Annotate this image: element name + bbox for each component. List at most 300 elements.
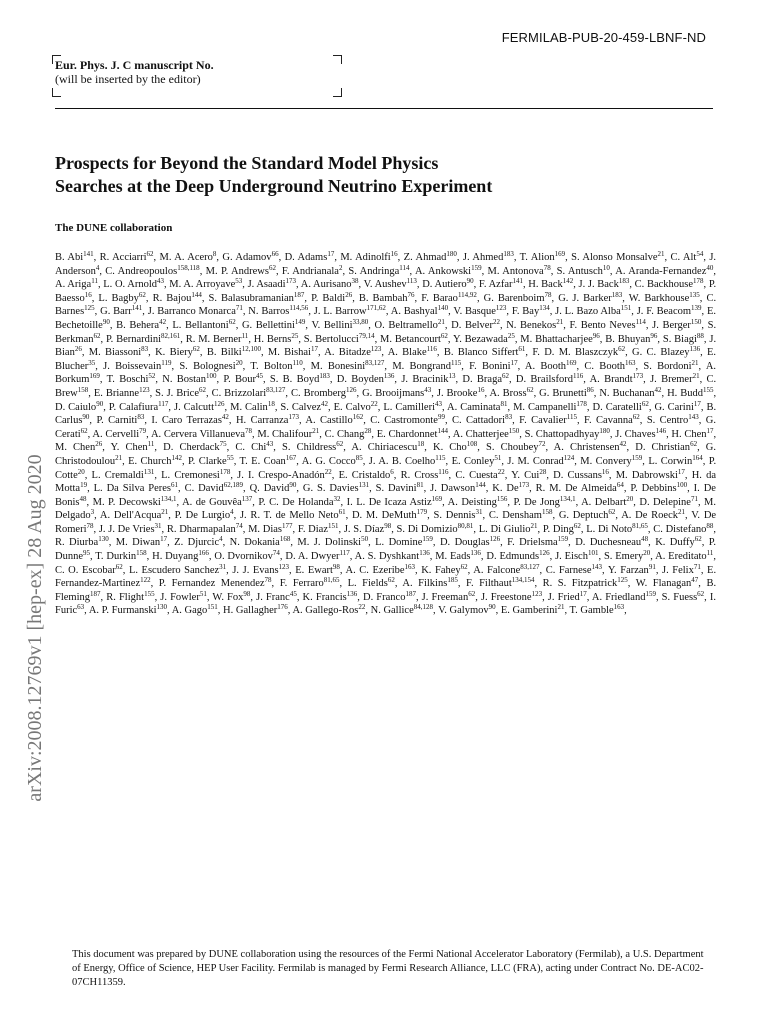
author-entry: Y. Farzan$^{91}$, [607, 562, 659, 576]
author-entry: V. Bellini$^{33,80}$, [311, 317, 371, 331]
author-affiliation: 62 [115, 562, 123, 571]
author-affiliation: 43 [435, 399, 442, 408]
author-affiliation: 187 [90, 589, 101, 598]
author-name: J. L. Bazo Alba [555, 306, 621, 318]
author-name: M. Diwan [115, 537, 161, 549]
author-name: Y. Farzan [607, 564, 649, 576]
author-entry: F. Andrianala$^2$, [281, 263, 346, 277]
author-name: G. Bellettini [241, 319, 295, 331]
author-name: A. Filkins [402, 578, 448, 590]
author-name: A. Gago [171, 605, 208, 617]
author-affiliation: 187 [405, 589, 416, 598]
author-affiliation: 33,80 [352, 317, 369, 326]
author-name: C. Cattadori [451, 415, 506, 427]
author-entry: C. Backhouse$^{178}$, [634, 277, 707, 291]
author-name: E. Calvo [333, 401, 371, 413]
author-name: P. Fernandez Menendez [158, 578, 265, 590]
author-affiliation: 4 [95, 263, 100, 272]
author-affiliation: 78 [264, 576, 272, 585]
author-affiliation: 54 [696, 250, 704, 258]
author-name: F. Ferraro [279, 578, 324, 590]
author-affiliation: 3 [90, 508, 95, 517]
author-entry: S. Balasubramanian$^{187}$, [208, 290, 308, 304]
author-entry: N. Benekos$^{21}$, [506, 317, 566, 331]
author-entry: G. C. Blazey$^{136}$, [632, 345, 703, 359]
author-entry: S. Choubey$^{72}$, [486, 440, 549, 454]
author-name: L. Domine [375, 537, 423, 549]
author-name: A. G. Cocco [301, 455, 356, 467]
author-affiliation: 10 [602, 263, 610, 272]
author-affiliation: 42 [159, 317, 167, 326]
author-entry: M. Dabrowski$^{17}$, [615, 467, 688, 481]
author-entry: H. Back$^{142}$, [528, 277, 576, 291]
author-entry: V. De Romeri$^{78}$, [55, 510, 717, 535]
author-name: O. Beltramello [374, 319, 438, 331]
author-affiliation: 134,1 [160, 494, 177, 503]
author-entry: S. Andringa$^{114}$, [348, 263, 413, 277]
author-entry: M. Diwan$^{17}$, [115, 535, 170, 549]
author-name: H. Budd [667, 387, 703, 399]
author-affiliation: 43 [156, 277, 164, 286]
author-name: B. Bilki [206, 347, 242, 359]
author-affiliation: 20 [77, 467, 85, 476]
author-entry: C. O. Escobar$^{62}$, [55, 562, 126, 576]
author-name: N. Dokania [229, 537, 280, 549]
author-name: D. Christian [635, 442, 691, 454]
author-name: D. Autiero [422, 279, 467, 291]
author-entry: G. Barenboim$^{78}$, [483, 290, 555, 304]
author-name: S. Alonso Monsalve [571, 252, 658, 263]
author-name: M. Dabrowski [615, 469, 678, 481]
author-entry: H. Budd$^{155}$, [667, 385, 717, 399]
author-affiliation: 17 [310, 345, 318, 354]
author-affiliation: 17 [579, 589, 587, 598]
author-name: J. F. Beacom [636, 306, 692, 318]
author-affiliation: 16 [390, 250, 398, 258]
author-entry: A. C. Ezeribe$^{163}$, [345, 562, 418, 576]
author-affiliation: 159 [557, 535, 569, 544]
author-affiliation: 6 [390, 467, 394, 476]
author-name: M. Dias [248, 523, 282, 535]
author-name: R. Cross [400, 469, 439, 481]
author-entry: P. Calafiura$^{117}$, [108, 399, 172, 413]
author-name: J. Freestone [480, 591, 532, 603]
footnote: This document was prepared by DUNE collaboration using the resources of the Fermi National Accelerator Laboratory (Fermilab), a U.S. Department of Energy, Office of Science, HEP User Facility. Fermilab is managed by Fermi Research Alliance, LLC (FRA), acting under Contract No. DE-AC02-07CH11359. [72, 949, 704, 988]
author-entry: L. Bagby$^{62}$, [98, 290, 149, 304]
author-name: G. Barr [100, 306, 132, 318]
author-entry: M. Betancourt$^{62}$, [380, 331, 451, 345]
author-name: T. Gamble [569, 605, 614, 617]
author-name: W. Flanagan [635, 578, 692, 590]
author-name: L. Da Silva Peres [93, 483, 172, 495]
author-name: M. A. Acero [159, 252, 213, 263]
author-affiliation: 84,128 [413, 603, 434, 612]
author-affiliation: 141 [131, 304, 143, 313]
author-affiliation: 113 [406, 277, 417, 286]
author-entry: A. Caminata$^{81}$, [447, 399, 511, 413]
author-entry: A. Deisting$^{156}$, [447, 494, 511, 508]
author-affiliation: 12,100 [241, 345, 261, 354]
author-entry: M. Chen$^{26}$, [55, 440, 105, 454]
author-affiliation: 177 [282, 521, 293, 530]
author-affiliation: 116 [438, 467, 449, 476]
author-entry: E. Conley$^{51}$, [451, 453, 504, 467]
author-entry: W. Flanagan$^{47}$, [635, 576, 701, 590]
author-affiliation: 62 [618, 345, 626, 354]
author-affiliation: 62 [690, 440, 698, 449]
author-affiliation: 131 [358, 481, 370, 490]
author-name: Y. Chen [110, 442, 148, 454]
author-name: H. Duyang [152, 551, 199, 563]
author-affiliation: 114 [635, 317, 646, 326]
author-affiliation: 134 [539, 304, 550, 313]
author-affiliation: 141 [83, 250, 94, 258]
author-affiliation: 123 [370, 345, 382, 354]
author-name: S. Di Domizio [396, 523, 458, 535]
author-entry: J. Boissevain$^{119}$, [103, 358, 175, 372]
author-name: B. Blanco Siffert [443, 347, 519, 359]
author-entry: A. Bross$^{62}$, [489, 385, 537, 399]
author-name: S. Balasubramanian [208, 292, 294, 304]
author-name: H. Berns [253, 333, 292, 345]
author-affiliation: 126 [346, 385, 357, 394]
author-affiliation: 78 [543, 263, 551, 272]
author-entry: J. Calcutt$^{126}$, [174, 399, 228, 413]
author-affiliation: 98 [332, 562, 340, 571]
author-name: S. Berkman [55, 319, 717, 345]
author-entry: C. Farnese$^{143}$, [545, 562, 605, 576]
author-entry: H. Berns$^{25}$, [253, 331, 301, 345]
author-entry: F. Cavalier$^{115}$, [519, 413, 580, 427]
manuscript-box [55, 58, 339, 94]
author-name: F. Bonini [469, 360, 511, 372]
author-affiliation: 17 [327, 250, 335, 258]
author-entry: A. Ereditato$^{11}$, [655, 549, 717, 563]
author-entry: S. Chattopadhyay$^{180}$, [524, 426, 613, 440]
author-affiliation: 168 [279, 535, 291, 544]
author-entry: B. Bilki$^{12,100}$, [206, 345, 264, 359]
author-entry: B. Bambah$^{76}$, [358, 290, 418, 304]
author-name: A. P. Furmanski [88, 605, 157, 617]
author-affiliation: 96 [592, 331, 600, 340]
author-name: M. Campanelli [513, 401, 577, 413]
author-affiliation: 149 [294, 317, 306, 326]
author-entry: E. Fernandez-Martinez$^{122}$, [55, 564, 717, 590]
author-name: N. Bostan [162, 374, 206, 386]
author-name: M. A. Arroyave [169, 279, 236, 291]
author-name: D. Caratelli [592, 401, 642, 413]
author-affiliation: 4 [219, 535, 223, 544]
author-affiliation: 119 [161, 358, 172, 367]
author-affiliation: 18 [267, 399, 275, 408]
author-affiliation: 25 [507, 331, 515, 340]
author-affiliation: 183 [611, 290, 623, 299]
author-name: C. David [184, 483, 224, 495]
author-affiliation: 26 [74, 345, 82, 354]
author-affiliation: 169 [554, 250, 566, 258]
author-name: C. Brizzolari [211, 387, 267, 399]
author-entry: J. Brooke$^{16}$, [436, 385, 488, 399]
author-affiliation: 62 [387, 576, 395, 585]
author-name: F. Cavanna [584, 415, 633, 427]
author-entry: A. G. Cocco$^{85}$, [301, 453, 366, 467]
author-name: A. Caminata [447, 401, 501, 413]
author-name: P. Baesso [55, 279, 717, 304]
author-name: G. Adamov [222, 252, 272, 263]
author-entry: O. Beltramello$^{21}$, [374, 317, 448, 331]
author-entry: D. A. Dwyer$^{117}$, [285, 549, 353, 563]
author-name: K. De [492, 483, 519, 495]
author-affiliation: 50 [361, 535, 369, 544]
author-entry: B. Blanco Siffert$^{61}$, [443, 345, 529, 359]
author-name: S. Centro [646, 415, 689, 427]
author-name: T. Boschi [106, 374, 149, 386]
author-name: A. Castillo [305, 415, 353, 427]
author-name: S. Chattopadhyay [524, 428, 600, 440]
author-name: Y. Bezawada [452, 333, 508, 345]
author-name: A. Cervelli [92, 428, 140, 440]
author-entry: S. Centro$^{143}$, [646, 413, 702, 427]
author-entry: C. Distefano$^{88}$, [653, 521, 717, 535]
author-name: J. Fried [547, 591, 580, 603]
author-name: T. Alion [519, 252, 555, 263]
author-affiliation: 80,81 [457, 521, 474, 530]
author-affiliation: 158,118 [177, 263, 200, 272]
author-affiliation: 17 [510, 358, 518, 367]
author-affiliation: 62,189 [223, 481, 244, 490]
author-entry: N. Gallice$^{84,128}$, [370, 603, 436, 617]
author-affiliation: 42 [321, 399, 329, 408]
author-affiliation: 144 [437, 426, 448, 435]
author-affiliation: 26 [345, 290, 353, 299]
author-name: S. B. Boyd [269, 374, 320, 386]
header-rule [55, 108, 713, 109]
author-affiliation: 62 [641, 399, 649, 408]
author-entry: R. Cross$^{116}$, [400, 467, 452, 481]
author-affiliation: 163 [624, 358, 636, 367]
author-entry: R. S. Fitzpatrick$^{125}$, [542, 576, 631, 590]
author-affiliation: 22 [497, 467, 505, 476]
author-name: J. Ahmed [462, 252, 504, 263]
author-entry: I. Caro Terrazas$^{42}$, [151, 413, 232, 427]
author-affiliation: 81 [416, 481, 424, 490]
author-affiliation: 76 [407, 290, 415, 299]
author-affiliation: 22 [324, 467, 332, 476]
author-entry: D. Adams$^{17}$, [284, 250, 337, 263]
author-affiliation: 40 [706, 263, 714, 272]
author-entry: E. Ewart$^{98}$, [295, 562, 343, 576]
author-entry: E. Brianne$^{123}$, [93, 385, 153, 399]
author-entry: G. S. Davies$^{131}$, [302, 481, 372, 495]
author-entry: M. Chalifour$^{21}$, [257, 426, 322, 440]
author-entry: A. Cervera Villanueva$^{78}$, [150, 426, 255, 440]
author-entry: P. Fernandez Menendez$^{78}$, [158, 576, 275, 590]
author-affiliation: 8 [212, 250, 217, 258]
journal-line: Eur. Phys. J. C manuscript No. [55, 58, 214, 72]
author-entry: B. Behera$^{42}$, [116, 317, 169, 331]
author-entry: M. P. Decowski$^{134,1}$, [92, 494, 180, 508]
author-entry: P. Dunne$^{95}$, [55, 537, 717, 563]
author-affiliation: 11 [241, 331, 249, 340]
author-entry: C. Chang$^{28}$, [324, 426, 375, 440]
author-entry: A. Cervelli$^{79}$, [92, 426, 149, 440]
author-name: G. J. Barker [558, 292, 612, 304]
author-entry: G. Bellettini$^{149}$, [241, 317, 308, 331]
author-name: F. Barao [421, 292, 458, 304]
author-name: G. Deptuch [558, 510, 609, 522]
author-affiliation: 101 [587, 549, 599, 558]
author-name: Q. David [249, 483, 290, 495]
author-name: C. Castromonte [370, 415, 438, 427]
author-entry: D. Christian$^{62}$, [635, 440, 700, 454]
author-name: J. Chaves [615, 428, 656, 440]
author-affiliation: 83 [141, 345, 149, 354]
author-name: S. Bordoni [643, 360, 692, 372]
author-name: A. Ariga [55, 279, 92, 291]
author-name: L. Di Noto [586, 523, 633, 535]
author-affiliation: 130 [98, 535, 109, 544]
author-affiliation: 164 [692, 453, 703, 462]
author-entry: N. Dokania$^{168}$, [229, 535, 293, 549]
title-line-2: Searches at the Deep Underground Neutrino Experiment [55, 176, 493, 196]
author-name: I. Furic [55, 591, 716, 617]
author-entry: A. Falcone$^{83,127}$, [473, 562, 543, 576]
author-affiliation: 166 [198, 549, 209, 558]
author-name: P. Dunne [55, 537, 717, 563]
author-entry: C. Cattadori$^{83}$, [451, 413, 515, 427]
author-name: S. Andringa [348, 265, 400, 277]
author-entry: F. Bento Neves$^{114}$, [569, 317, 649, 331]
author-name: E. Gamberini [500, 605, 558, 617]
author-entry: M. Delgado$^3$, [55, 496, 716, 522]
author-affiliation: 83,127 [365, 358, 385, 367]
author-name: J. Asaadi [247, 279, 286, 291]
author-entry: J. M. Conrad$^{124}$, [507, 453, 577, 467]
author-name: I. Caro Terrazas [151, 415, 222, 427]
author-name: C. Chang [324, 428, 365, 440]
author-affiliation: 130 [156, 603, 168, 612]
author-affiliation: 71 [235, 304, 243, 313]
author-entry: S. Childress$^{62}$, [282, 440, 346, 454]
author-affiliation: 115 [435, 453, 446, 462]
author-name: V. De Romeri [55, 510, 717, 535]
author-entry: A. S. Dyshkant$^{136}$, [354, 549, 433, 563]
author-affiliation: 123 [139, 385, 150, 394]
author-name: F. Andrianala [281, 265, 339, 277]
author-name: M. Chen [55, 442, 96, 454]
author-entry: A. Bashyal$^{140}$, [390, 304, 451, 318]
author-name: C. Brew [55, 374, 717, 399]
author-name: H. Carranza [235, 415, 289, 427]
author-affiliation: 155 [144, 589, 155, 598]
author-name: C. Alt [670, 252, 697, 263]
author-affiliation: 155 [703, 385, 714, 394]
author-name: F. D. M. Blaszczyk [532, 347, 619, 359]
author-affiliation: 61 [518, 345, 526, 354]
author-name: L. Escudero Sanchez [128, 564, 220, 576]
author-entry: O. Dvornikov$^{74}$, [214, 549, 283, 563]
author-entry: M. A. Acero$^8$, [159, 250, 220, 263]
author-name: N. Barros [248, 306, 290, 318]
author-entry: S. Bordoni$^{21}$, [643, 358, 702, 372]
author-name: K. Fahey [421, 564, 461, 576]
author-name: K. Biery [155, 347, 193, 359]
author-entry: S. Bertolucci$^{79,14}$, [303, 331, 378, 345]
author-affiliation: 20 [235, 358, 243, 367]
author-entry: T. Bolton$^{110}$, [250, 358, 306, 372]
author-entry: J. F. Beacom$^{139}$, [636, 304, 705, 318]
author-entry: J. I. Crespo-Anadón$^{22}$, [237, 467, 335, 481]
author-affiliation: 21 [678, 508, 685, 517]
author-name: J. M. Conrad [507, 455, 564, 467]
author-entry: M. Adinolfi$^{16}$, [340, 250, 401, 263]
author-affiliation: 26 [95, 440, 103, 449]
author-entry: M. Campanelli$^{178}$, [513, 399, 590, 413]
author-affiliation: 51 [494, 453, 502, 462]
author-affiliation: 115 [566, 413, 577, 422]
author-affiliation: 90 [466, 277, 474, 286]
author-entry: G. Brunetti$^{86}$, [539, 385, 597, 399]
author-entry: D. Autiero$^{90}$, [422, 277, 477, 291]
author-entry: D. Delepine$^{71}$, [639, 494, 701, 508]
author-entry: G. J. Barker$^{183}$, [558, 290, 625, 304]
author-name: P. C. De Holanda [258, 496, 334, 508]
author-affiliation: 22 [370, 399, 378, 408]
author-name: W. Fox [212, 591, 244, 603]
author-affiliation: 180 [446, 250, 457, 258]
author-affiliation: 125 [84, 304, 95, 313]
author-name: E. Ewart [295, 564, 333, 576]
author-name: R. Dharmapalan [166, 523, 236, 535]
author-name: R. Diurba [55, 537, 99, 549]
author-name: W. Barkhouse [628, 292, 690, 304]
author-name: K. Cho [432, 442, 467, 454]
author-entry: J. Berger$^{150}$, [652, 317, 704, 331]
author-name: V. Galymov [438, 605, 489, 617]
author-name: A. De Roeck [621, 510, 678, 522]
author-entry: J. Ahmed$^{183}$, [462, 250, 517, 263]
author-entry: P. Bernardini$^{82,161}$, [105, 331, 183, 345]
author-affiliation: 114 [399, 263, 410, 272]
author-entry: D. Franco$^{187}$, [362, 589, 419, 603]
author-name: A. Cervera Villanueva [150, 428, 246, 440]
author-entry: A. Aranda-Fernandez$^{40}$, [615, 263, 717, 277]
author-entry: D. Boyden$^{136}$, [336, 372, 398, 386]
author-affiliation: 90 [488, 603, 496, 612]
author-name: D. Adams [284, 252, 328, 263]
author-affiliation: 110 [292, 358, 303, 367]
author-affiliation: 28 [539, 467, 547, 476]
author-entry: J. Freestone$^{123}$, [480, 589, 545, 603]
author-name: G. S. Davies [302, 483, 359, 495]
author-name: A. Brandt [589, 374, 633, 386]
author-name: J. Fowler [160, 591, 200, 603]
author-entry: D. Cussans$^{16}$, [553, 467, 612, 481]
author-entry: J. Franc$^{45}$, [256, 589, 300, 603]
author-entry: L. Di Noto$^{81,65}$, [586, 521, 651, 535]
author-name: G. Cerati [55, 415, 717, 440]
author-entry: J. Asaadi$^{173}$, [247, 277, 299, 291]
author-affiliation: 16 [84, 290, 92, 299]
author-name: A. Bross [489, 387, 527, 399]
author-name: I. L. De Icaza Astiz [346, 496, 432, 508]
author-entry: T. Durkin$^{158}$, [95, 549, 150, 563]
author-list [55, 251, 716, 618]
author-name: C. Andreopoulos [105, 265, 178, 277]
author-entry: A. Ariga$^{11}$, [55, 277, 101, 291]
author-affiliation: 62 [192, 345, 200, 354]
author-entry: Z. Djurcic$^4$, [174, 535, 226, 549]
